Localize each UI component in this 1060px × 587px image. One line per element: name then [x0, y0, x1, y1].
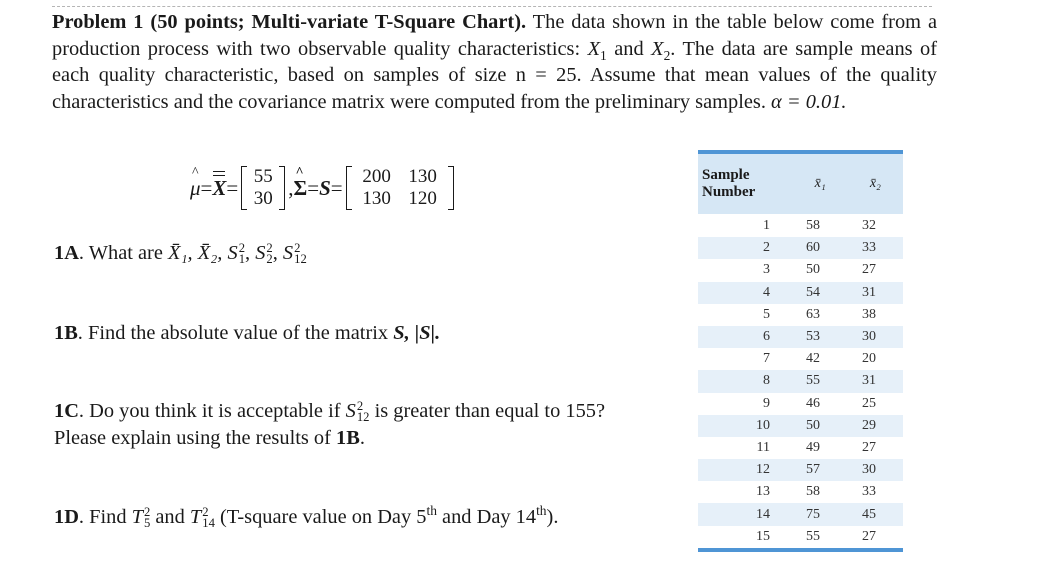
q1b-var: S	[393, 322, 405, 344]
q1c-var: S	[345, 400, 356, 422]
q1c-tail: is greater than equal to 155?	[369, 400, 606, 422]
cell-x1: 53	[806, 329, 820, 345]
cell-x2: 20	[862, 351, 876, 367]
cell-sample-number: 5	[763, 306, 770, 322]
q1d-text: . Find	[78, 506, 132, 528]
q1c-period: .	[359, 426, 365, 449]
cell-x1: 58	[806, 484, 820, 500]
q1d-th1: th	[426, 503, 437, 519]
covariance-matrix	[346, 166, 454, 210]
q1c-label: 1C	[54, 400, 79, 422]
table-row	[698, 215, 903, 237]
header-sample-number: Sample Number	[702, 167, 756, 200]
table-row	[698, 415, 903, 437]
cov-12: 130	[408, 166, 437, 187]
cell-sample-number: 14	[756, 506, 770, 522]
s-matrix-symbol: S	[319, 175, 331, 200]
q1c-text: . Do you think it is acceptable if	[78, 400, 346, 422]
q1d-label: 1D	[54, 506, 79, 528]
table-row	[698, 370, 903, 392]
table-row	[698, 282, 903, 304]
equals-1: =	[200, 175, 213, 200]
q1d-t5: T	[131, 506, 143, 528]
q1d-t14: T	[189, 506, 202, 528]
cell-sample-number: 6	[763, 329, 770, 345]
cell-x2: 25	[862, 395, 876, 411]
problem-intro	[52, 9, 937, 115]
cov-11: 200	[362, 166, 391, 187]
mean-vector-1: 55	[253, 166, 273, 187]
cell-x1: 75	[806, 506, 820, 522]
mean-vector	[241, 166, 285, 210]
table-row	[698, 259, 903, 281]
cell-x2: 30	[862, 329, 876, 345]
q1d-and: and	[150, 506, 190, 528]
q1d-end: ).	[546, 506, 559, 528]
cell-sample-number: 15	[756, 528, 770, 544]
cell-x2: 27	[862, 528, 876, 544]
q1b-abs: , |S|.	[404, 322, 441, 344]
table-row	[698, 459, 903, 481]
cell-sample-number: 4	[763, 284, 770, 300]
cell-x1: 54	[806, 284, 820, 300]
table-row	[698, 526, 903, 548]
sigma-hat: Σ ^	[293, 164, 308, 200]
cell-sample-number: 13	[756, 484, 770, 500]
cell-x1: 55	[806, 373, 820, 389]
cell-x2: 27	[862, 262, 876, 278]
cell-sample-number: 11	[756, 439, 770, 455]
sample-data-table	[698, 150, 903, 552]
cell-x1: 46	[806, 395, 820, 411]
table-header	[698, 154, 903, 215]
cell-x2: 30	[862, 462, 876, 478]
cell-x1: 49	[806, 439, 820, 455]
var-x1-sub: 1	[600, 47, 607, 63]
cell-sample-number: 1	[763, 218, 770, 234]
question-1a: 1A. What are X̄̄₁, X̄̄₂, S 2 1 , S 2 2 , S 2 12	[54, 240, 307, 267]
q1d-tail: (T-square value on Day 5	[214, 506, 427, 528]
x-double-bar: X	[212, 175, 227, 200]
cell-x1: 63	[806, 306, 820, 322]
cell-x1: 55	[806, 528, 820, 544]
table-body	[698, 215, 903, 548]
cell-x1: 60	[806, 240, 820, 256]
cell-x2: 33	[862, 240, 876, 256]
table-row	[698, 237, 903, 259]
q1a-vars: X̄̄₁, X̄̄₂, S	[168, 242, 238, 264]
top-divider	[52, 6, 932, 7]
alpha-value: α = 0.01.	[771, 90, 847, 113]
cell-x2: 33	[862, 484, 876, 500]
given-equation	[190, 163, 457, 213]
var-x2-sub: 2	[663, 47, 671, 63]
cell-x2: 27	[862, 439, 876, 455]
cell-x2: 32	[862, 218, 876, 234]
cell-sample-number: 12	[756, 462, 770, 478]
table-row	[698, 393, 903, 415]
cell-sample-number: 8	[763, 373, 770, 389]
q1b-label: 1B	[54, 322, 78, 344]
cell-sample-number: 3	[763, 262, 770, 278]
var-x2: X	[651, 37, 664, 60]
problem-heading: Problem 1 (50 points; Multi-variate T-Square Chart).	[52, 11, 527, 33]
q1c-ref: 1B	[336, 426, 360, 449]
table-row	[698, 481, 903, 503]
mean-vector-2: 30	[253, 188, 273, 209]
comma: ,	[288, 175, 294, 200]
cov-22: 120	[408, 188, 437, 209]
q1d-and2: and Day 14	[436, 506, 537, 528]
equals-3: =	[307, 175, 320, 200]
header-x1: x̄₁	[814, 176, 826, 191]
table-row	[698, 437, 903, 459]
intro-text-1: The data shown in the table below come from a production process with two observable quality characteristics:	[52, 11, 937, 60]
question-1c: 1C. Do you think it is acceptable if S 2 12 is greater than equal to 155? Please explain using the results of 1B.	[54, 398, 606, 449]
equals-2: =	[226, 175, 239, 200]
question-1b	[54, 320, 440, 347]
q1b-text: . Find the absolute value of the matrix	[77, 322, 394, 344]
question-1d: 1D. Find T 2 5 and T 2 14 (T-square value on Day 5th and Day 14th).	[54, 503, 559, 531]
q1d-th2: th	[536, 503, 547, 519]
table-row	[698, 503, 903, 525]
cell-sample-number: 7	[763, 351, 770, 367]
header-x2: x̄₂	[869, 176, 881, 191]
cell-sample-number: 9	[763, 395, 770, 411]
table-row	[698, 348, 903, 370]
cell-x1: 57	[806, 462, 820, 478]
cell-x1: 50	[806, 262, 820, 278]
mu-hat: μ ^	[190, 164, 201, 200]
table-row	[698, 326, 903, 348]
cell-x2: 31	[862, 284, 876, 300]
cell-x1: 42	[806, 351, 820, 367]
cell-x2: 45	[862, 506, 876, 522]
cov-21: 130	[362, 188, 391, 209]
intro-and: and	[606, 37, 652, 60]
table-row	[698, 304, 903, 326]
cell-x2: 31	[862, 373, 876, 389]
q1a-text: . What are	[78, 242, 168, 264]
q1c-line2: Please explain using the results of	[54, 426, 337, 449]
equals-4: =	[330, 175, 343, 200]
cell-x2: 38	[862, 306, 876, 322]
cell-sample-number: 2	[763, 240, 770, 256]
q1a-label: 1A	[54, 242, 79, 264]
cell-sample-number: 10	[756, 417, 770, 433]
cell-x1: 58	[806, 218, 820, 234]
intro-text-2: . The data are sample means of each quality characteristic, based on samples of size n = 25. Assume that mean values of the quality characteristics and the covariance matrix were computed from the preliminary samples.	[52, 37, 937, 113]
cell-x1: 50	[806, 417, 820, 433]
var-x1: X	[587, 37, 601, 60]
cell-x2: 29	[862, 417, 876, 433]
